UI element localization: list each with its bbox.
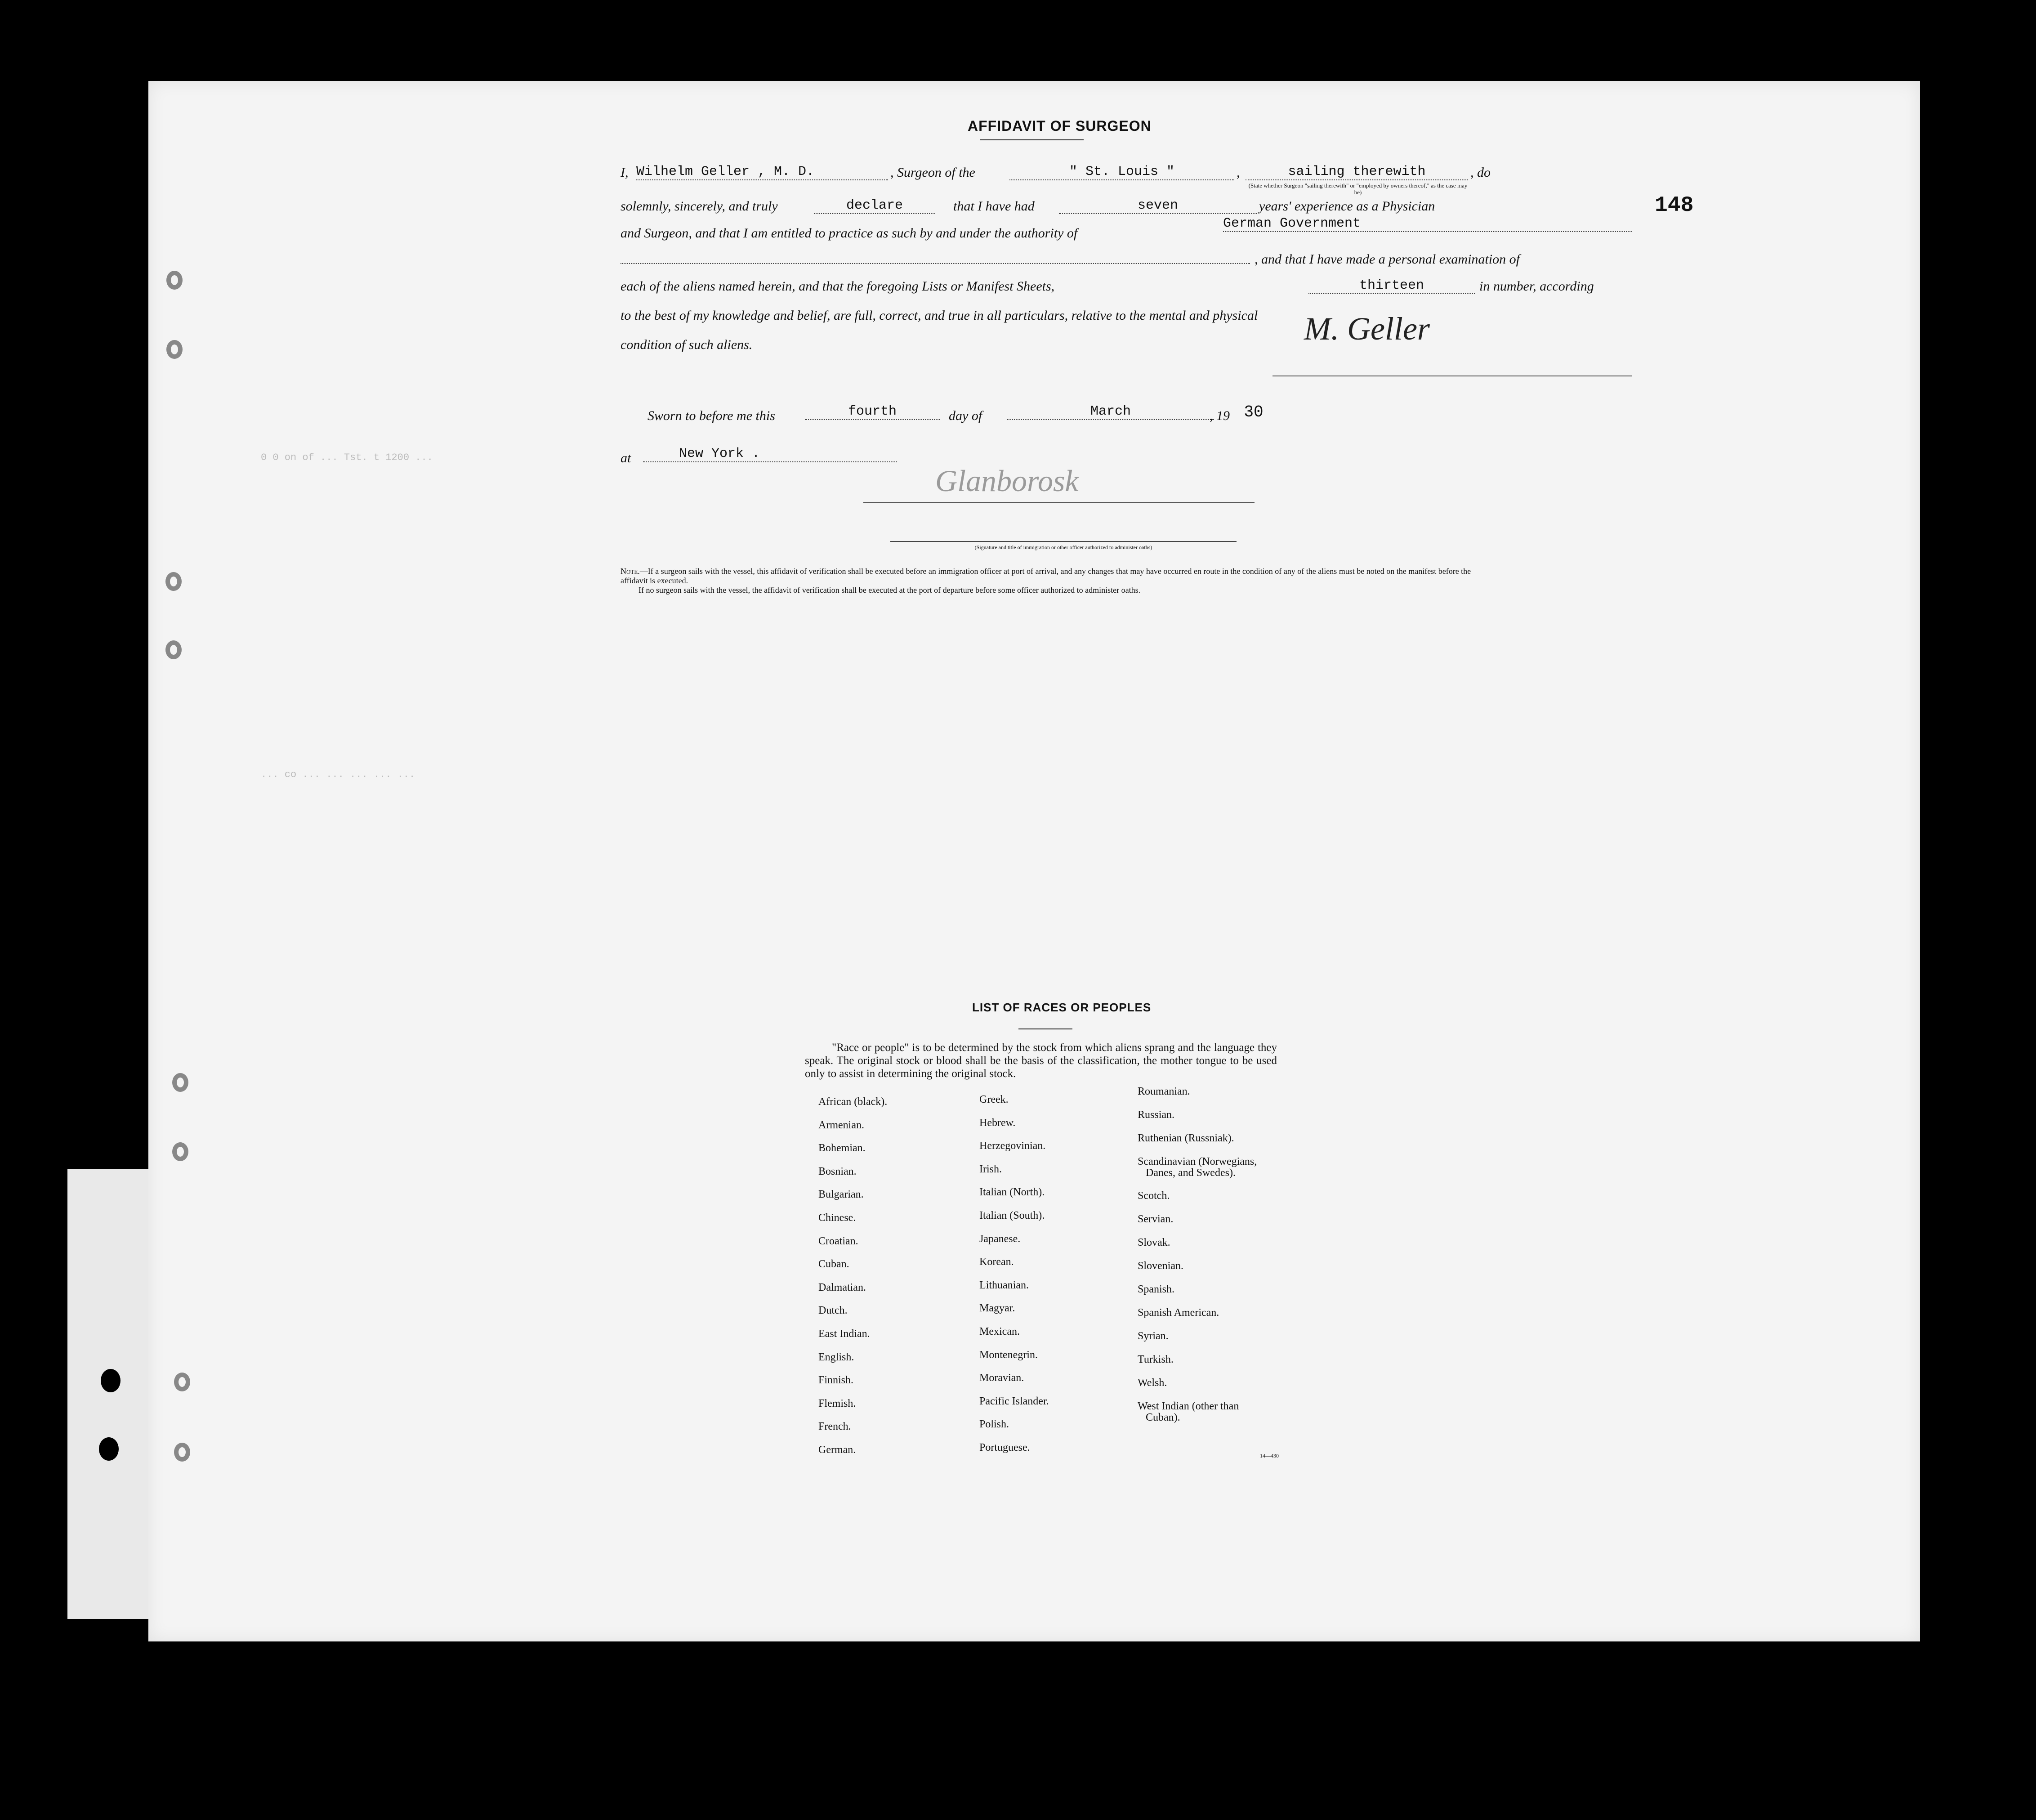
officer-caption-line [890, 541, 1237, 542]
binder-hole-ring [165, 640, 182, 659]
binder-hole [118, 338, 138, 362]
races-column-3 [1138, 1086, 1257, 1428]
races-column-1 [818, 1091, 887, 1462]
bleed-through-text: ... co ... ... ... ... ... [261, 769, 415, 780]
binder-hole [99, 1437, 119, 1461]
note-text-1: —If a surgeon sails with the vessel, this affidavit of verification shall be executed before an immigration officer at port of arrival, and any changes that may have occurred en route in the condition of any of the aliens must be noted on the manifest before the affidavit is executed. [621, 567, 1471, 585]
race-item: Bohemian. [818, 1142, 866, 1154]
sworn-line-year-prefix: , 19 [1210, 408, 1230, 423]
race-item: East Indian. [818, 1328, 870, 1340]
sheets-count-field: thirteen [1308, 278, 1475, 294]
affidavit-line-2-had: that I have had [953, 199, 1035, 214]
years-field: seven [1059, 198, 1257, 214]
vessel-name-field: " St. Louis " [1009, 164, 1234, 180]
affidavit-line-1-do: , do [1470, 165, 1491, 180]
surgeon-name-field: Wilhelm Geller , M. D. [636, 164, 888, 180]
affidavit-line-4: , and that I have made a personal examination of [1255, 252, 1520, 267]
binder-hole [115, 639, 135, 663]
race-item: Greek. [979, 1094, 1009, 1105]
affidavit-line-3-start: and Surgeon, and that I am entitled to practice as such by and under the authority of [621, 226, 1078, 241]
affidavit-title: AFFIDAVIT OF SURGEON [968, 118, 1152, 134]
race-item: Finnish. [818, 1374, 854, 1386]
sworn-year-field: 30 [1244, 403, 1264, 421]
race-item: French. [818, 1421, 851, 1433]
races-column-2 [979, 1088, 1049, 1460]
sworn-day-field: fourth [805, 404, 940, 420]
binder-hole-ring [172, 1142, 188, 1161]
affidavit-line-7: condition of such aliens. [621, 337, 753, 352]
race-item: Italian (North). [979, 1186, 1045, 1198]
binder-hole [101, 1369, 121, 1392]
race-item: Dalmatian. [818, 1281, 866, 1293]
binder-hole-ring [165, 572, 182, 591]
race-item: Syrian. [1138, 1330, 1169, 1342]
race-item: Flemish. [818, 1397, 856, 1409]
declaration-field: declare [814, 198, 935, 214]
affidavit-line-6: to the best of my knowledge and belief, are full, correct, and true in all particulars, relative to the mental and physical [621, 308, 1258, 323]
binder-hole [115, 571, 135, 595]
binder-hole-ring [166, 271, 183, 290]
authority-field-continued [621, 250, 1250, 264]
race-item: Russian. [1138, 1109, 1175, 1121]
race-item: German. [818, 1444, 856, 1456]
race-item: Armenian. [818, 1119, 864, 1131]
race-item: Turkish. [1138, 1354, 1174, 1365]
form-code: 14—430 [1260, 1453, 1279, 1459]
race-item: English. [818, 1351, 854, 1363]
race-item: Cuban. [818, 1258, 849, 1270]
document-page [148, 81, 1920, 1641]
race-item: Portuguese. [979, 1441, 1030, 1453]
race-item: Spanish. [1138, 1283, 1175, 1295]
authority-field: German Government [1223, 216, 1632, 232]
race-item: Mexican. [979, 1325, 1020, 1337]
affidavit-line-5-start: each of the aliens named herein, and that the foregoing Lists or Manifest Sheets, [621, 279, 1055, 294]
race-item: Scotch. [1138, 1190, 1170, 1202]
race-item: Pacific Islander. [979, 1395, 1049, 1407]
race-item: West Indian (other than Cuban). [1138, 1400, 1239, 1423]
title-underline [980, 139, 1084, 140]
sworn-line-day-of: day of [949, 408, 982, 423]
officer-signature: Glanborosk [935, 464, 1079, 498]
race-item: Polish. [979, 1418, 1009, 1431]
binder-hole-ring [174, 1373, 190, 1391]
affidavit-line-2-end: years' experience as a Physician [1259, 199, 1435, 214]
sworn-month-field: March [1007, 404, 1214, 420]
place-label: at [621, 451, 631, 465]
affidavit-line-5-end: in number, according [1479, 279, 1594, 294]
affidavit-line-1-comma: , [1237, 165, 1240, 180]
page-number: 148 [1655, 193, 1694, 218]
sailing-status-field: sailing therewith [1246, 164, 1468, 180]
affidavit-note [621, 567, 1484, 595]
surgeon-signature: M. Geller [1304, 311, 1430, 347]
binder-hole [104, 1069, 124, 1093]
race-item: Magyar. [979, 1302, 1015, 1315]
underlying-sheet-edge [67, 1169, 157, 1619]
sworn-line-start: Sworn to before me this [647, 408, 775, 423]
race-item: Welsh. [1138, 1377, 1167, 1389]
race-item: Dutch. [818, 1305, 848, 1317]
race-item: Bosnian. [818, 1165, 857, 1177]
race-item: Lithuanian. [979, 1279, 1029, 1291]
binder-hole [118, 269, 138, 292]
race-item: Bulgarian. [818, 1189, 864, 1201]
affidavit-line-1-start: I, [621, 165, 629, 180]
note-lead: Note. [621, 567, 640, 576]
race-item: Slovenian. [1138, 1260, 1183, 1272]
binder-hole-ring [172, 1073, 188, 1092]
binder-hole-ring [166, 340, 183, 359]
note-text-2: If no surgeon sails with the vessel, the affidavit of verification shall be executed at the port of departure before some officer authorized to administer oaths. [638, 586, 1141, 595]
affidavit-line-1-surgeon-of: , Surgeon of the [890, 165, 975, 180]
race-item: Irish. [979, 1163, 1002, 1175]
race-item: Montenegrin. [979, 1349, 1038, 1361]
race-item: Korean. [979, 1256, 1014, 1268]
race-item: Chinese. [818, 1212, 856, 1224]
sailing-status-note: (State whether Surgeon "sailing therewith" or "employed by owners thereof," as the case may be) [1248, 182, 1468, 196]
race-item: Hebrew. [979, 1117, 1016, 1129]
race-item: Ruthenian (Russniak). [1138, 1132, 1234, 1144]
officer-caption: (Signature and title of immigration or other officer authorized to administer oaths) [974, 544, 1152, 550]
races-intro: "Race or people" is to be determined by the stock from which aliens sprang and the language they speak. The original stock or blood shall be the basis of the classification, the mother tongue to be used only to assist in determining the original stock. [805, 1042, 1277, 1080]
race-item: Italian (South). [979, 1209, 1045, 1221]
race-item: Roumanian. [1138, 1086, 1190, 1097]
bleed-through-text: 0 0 on of ... Tst. t 1200 ... [261, 452, 433, 463]
officer-signature-line [863, 502, 1255, 503]
binder-hole [103, 1138, 123, 1161]
race-item: Spanish American. [1138, 1307, 1219, 1319]
race-item: Herzegovinian. [979, 1140, 1046, 1152]
affidavit-line-2-start: solemnly, sincerely, and truly [621, 199, 778, 214]
race-item: Servian. [1138, 1213, 1174, 1225]
race-item: Japanese. [979, 1233, 1021, 1245]
race-item: Croatian. [818, 1235, 858, 1247]
races-title: LIST OF RACES OR PEOPLES [972, 1001, 1152, 1014]
place-field: New York . [643, 446, 897, 462]
race-item: Moravian. [979, 1372, 1024, 1384]
race-item: Slovak. [1138, 1237, 1170, 1248]
race-item: African (black). [818, 1096, 888, 1108]
binder-hole-ring [174, 1443, 190, 1462]
race-item: Scandinavian (Norwegians, Danes, and Swedes). [1138, 1156, 1257, 1179]
